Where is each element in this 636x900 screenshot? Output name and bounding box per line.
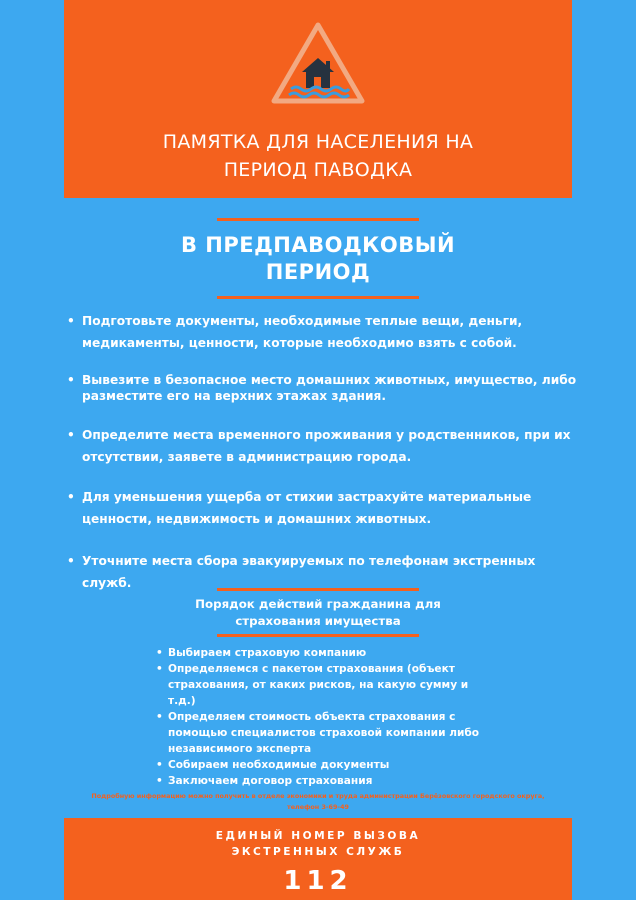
list-item-line: • Подготовьте документы, необходимые теплые вещи, деньги, <box>82 314 523 328</box>
list-item <box>66 372 586 404</box>
list-item-line: • Вывезите в безопасное место домашних животных, имущество, либо <box>82 373 577 387</box>
list-item-line: • Определяемся с пакетом страхования (объект <box>168 663 455 675</box>
list-item <box>156 773 486 789</box>
list-item-line: страхования, от каких рисков, на какую сумму и <box>168 679 469 691</box>
footnote-line: телефон 3-69-49 <box>287 803 349 811</box>
section-title <box>0 232 636 286</box>
list-item-line: отсутствии, заявете в администрацию города. <box>82 450 412 464</box>
list-item-line: медикаменты, ценности, которые необходимо взять с собой. <box>82 336 517 350</box>
list-item-line: • Определите места временного проживания у родственников, при их <box>82 428 571 442</box>
list-item-line: разместите его на верхних этажах здания. <box>82 389 386 403</box>
list-item-line: помощью специалистов страховой компании либо <box>168 727 480 739</box>
insurance-title-line: Порядок действий гражданина для <box>195 597 441 611</box>
list-item-line: • Заключаем договор страхования <box>168 775 373 787</box>
list-item-line: независимого эксперта <box>168 743 312 755</box>
emergency-label-line: ЕДИНЫЙ НОМЕР ВЫЗОВА <box>215 830 421 842</box>
list-item <box>156 709 486 757</box>
header-title-line: ПЕРИОД ПАВОДКА <box>223 159 413 181</box>
emergency-number: 112 <box>283 866 353 896</box>
list-item-line: • Выбираем страховую компанию <box>168 647 367 659</box>
divider <box>217 588 419 591</box>
list-item-line: • Для уменьшения ущерба от стихии застрахуйте материальные <box>82 490 532 504</box>
list-item-line: т.д.) <box>168 695 196 707</box>
list-item-line: • Уточните места сбора эвакуируемых по телефонам экстренных служб. <box>82 554 536 590</box>
list-item-line: • Собираем необходимые документы <box>168 759 390 771</box>
section-title-line: В ПРЕДПАВОДКОВЫЙ <box>180 233 456 257</box>
insurance-steps-list <box>156 645 486 789</box>
list-item <box>156 645 486 661</box>
emergency-label <box>64 828 572 860</box>
section-title-line: ПЕРИОД <box>265 260 371 284</box>
list-item <box>156 661 486 709</box>
list-item <box>66 310 586 354</box>
list-item <box>66 486 586 530</box>
header-title <box>64 128 572 184</box>
footnote-line: Подробную информацию можно получить в отделе экономики и труда администрации Берёзовского городского округа, <box>91 792 545 800</box>
divider <box>217 218 419 221</box>
header-banner <box>64 0 572 198</box>
insurance-title <box>0 596 636 630</box>
insurance-title-line: страхования имущества <box>235 614 401 628</box>
emergency-banner <box>64 818 572 900</box>
flood-warning-icon <box>271 22 365 104</box>
list-item-line: ценности, недвижимость и домашних животных. <box>82 512 432 526</box>
list-item <box>66 424 586 468</box>
emergency-label-line: ЭКСТРЕННЫХ СЛУЖБ <box>231 846 405 858</box>
contact-footnote <box>70 791 566 813</box>
divider <box>217 296 419 299</box>
list-item <box>156 757 486 773</box>
divider <box>217 634 419 637</box>
list-item-line: • Определяем стоимость объекта страхования с <box>168 711 456 723</box>
header-title-line: ПАМЯТКА ДЛЯ НАСЕЛЕНИЯ НА <box>162 131 474 153</box>
